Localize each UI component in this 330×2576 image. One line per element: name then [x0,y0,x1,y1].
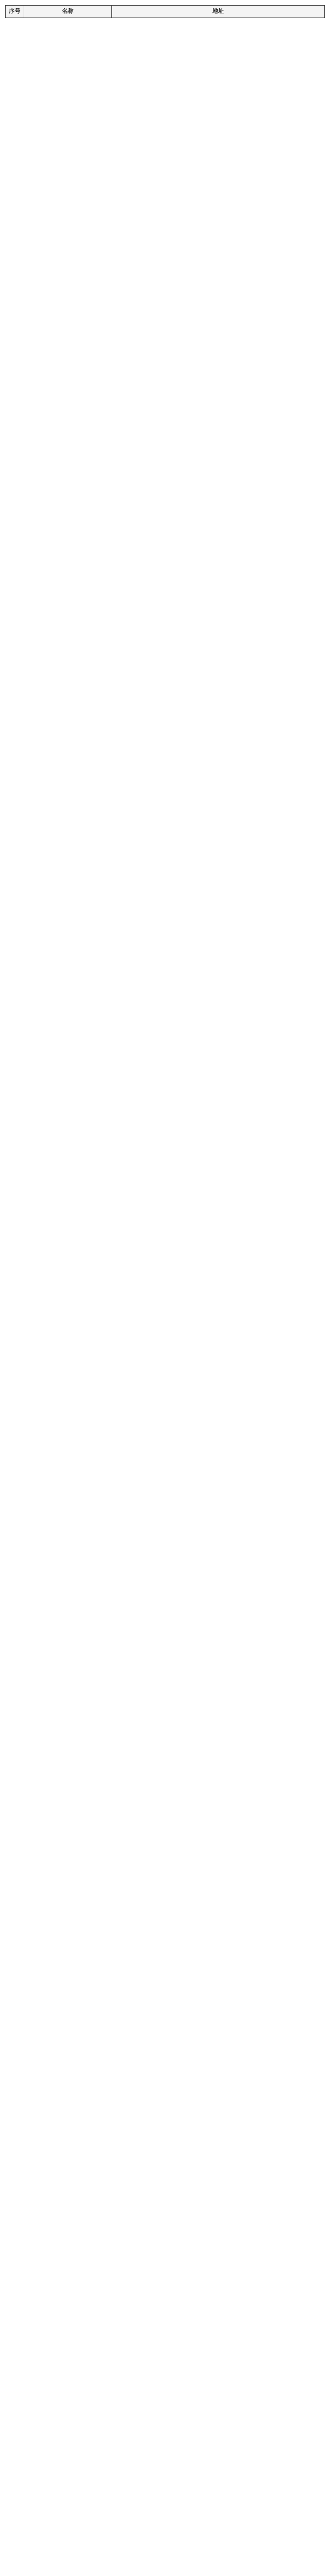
header-location: 地址 [112,6,325,18]
document-page [5,0,325,28]
header-name: 名称 [24,6,112,18]
header-index: 序号 [6,6,24,18]
table-header-row [6,6,325,18]
location-table [5,5,325,18]
